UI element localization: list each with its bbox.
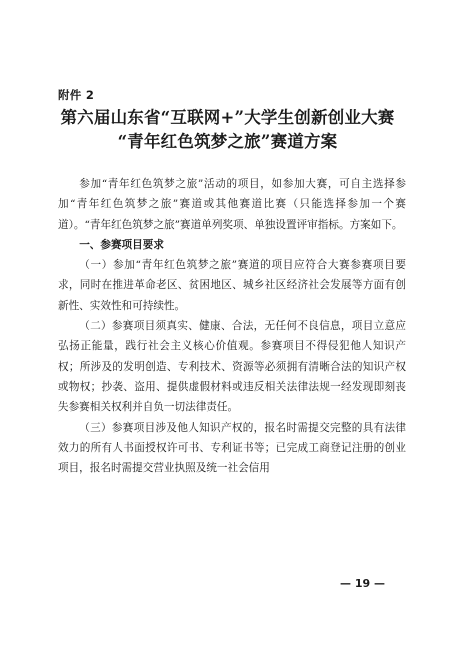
attachment-label: 附件 2 [58,88,95,102]
section-heading-requirements: 一、参赛项目要求 [79,238,164,251]
requirement-item-1: （一）参加“青年红色筑梦之旅”赛道的项目应符合大赛参赛项目要求，同时在推进革命老区、贫困地区、城乡社区经济社会发展等方面有创新性、实效性和可持续性。 [58,259,406,312]
requirement-item-3: （三）参赛项目涉及他人知识产权的，报名时需提交完整的具有法律效力的所有人书面授权许可书、专利证书等；已完成工商登记注册的创业项目，报名时需提交营业执照及统一社会信用 [58,421,406,475]
intro-paragraph: 参加“青年红色筑梦之旅”活动的项目，如参加大赛，可自主选择参加“青年红色筑梦之旅”赛道或其他赛道比赛（只能选择参加一个赛道）。“青年红色筑梦之旅”赛道单列奖项、单独设置评审指标。方案如下。 [58,178,406,231]
page-number: — 19 — [340,577,385,590]
document-body [58,174,406,478]
document-title-line-1: 第六届山东省“互联网+”大学生创新创业大赛 [60,108,395,127]
requirement-item-2: （二）参赛项目须真实、健康、合法，无任何不良信息，项目立意应弘扬正能量，践行社会主义核心价值观。参赛项目不得侵犯他人知识产权；所涉及的发明创造、专利技术、资源等必须拥有清晰合法的知识产权或物权；抄袭、盗用、提供虚假材料或违反相关法律法规一经发现即刻丧失参赛相关权利并自负一切法律责任。 [58,320,406,414]
document-title-line-2: “青年红色筑梦之旅”赛道方案 [117,132,338,151]
